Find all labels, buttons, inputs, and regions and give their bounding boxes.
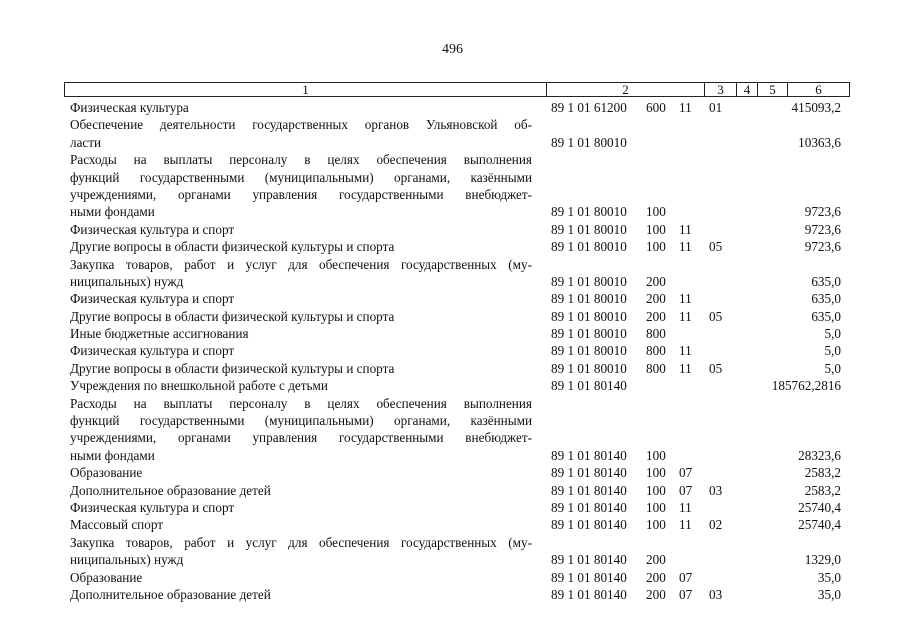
table-row bbox=[0, 308, 905, 325]
row-name bbox=[70, 151, 532, 221]
table-row bbox=[0, 534, 905, 569]
row-code: 89 1 01 80010 bbox=[551, 291, 627, 307]
row-expense-type: 100 bbox=[646, 499, 666, 515]
row-section: 11 bbox=[679, 239, 692, 255]
row-amount: 9723,6 bbox=[804, 204, 841, 220]
row-code: 89 1 01 80010 bbox=[551, 326, 627, 342]
row-section: 11 bbox=[679, 221, 692, 237]
table-row bbox=[0, 99, 905, 116]
row-name-line: ласти bbox=[70, 134, 102, 150]
table-row bbox=[0, 516, 905, 533]
header-col-5: 5 bbox=[757, 83, 787, 96]
table-row bbox=[0, 238, 905, 255]
row-amount: 1329,0 bbox=[804, 552, 841, 568]
row-name-line: Образование bbox=[70, 569, 143, 585]
row-code: 89 1 01 80140 bbox=[551, 517, 627, 533]
row-name bbox=[70, 395, 532, 465]
row-name-line: ниципальных) нужд bbox=[70, 273, 184, 289]
row-amount: 2583,2 bbox=[804, 465, 841, 481]
row-name-line: Физическая культура и спорт bbox=[70, 499, 235, 515]
row-name bbox=[70, 499, 532, 516]
row-section: 07 bbox=[679, 465, 693, 481]
row-amount: 5,0 bbox=[824, 326, 841, 342]
row-name bbox=[70, 221, 532, 238]
table-body bbox=[0, 99, 905, 603]
row-section: 07 bbox=[679, 482, 693, 498]
row-amount: 415093,2 bbox=[791, 99, 841, 115]
row-name bbox=[70, 325, 532, 342]
row-subsection: 05 bbox=[709, 360, 723, 376]
row-amount: 9723,6 bbox=[804, 221, 841, 237]
row-name-line: Массовый спорт bbox=[70, 517, 164, 533]
row-code: 89 1 01 80140 bbox=[551, 378, 627, 394]
row-section: 11 bbox=[679, 343, 692, 359]
row-name bbox=[70, 482, 532, 499]
row-amount: 5,0 bbox=[824, 360, 841, 376]
row-amount: 635,0 bbox=[811, 273, 841, 289]
row-section: 11 bbox=[679, 99, 692, 115]
row-code: 89 1 01 80140 bbox=[551, 569, 627, 585]
row-name bbox=[70, 516, 532, 533]
row-name-line: функций государственными (муниципальными) органами, казёнными bbox=[70, 413, 532, 429]
row-subsection: 02 bbox=[709, 517, 723, 533]
row-amount: 635,0 bbox=[811, 291, 841, 307]
row-name bbox=[70, 99, 532, 116]
row-name-line: функций государственными (муниципальными) органами, казёнными bbox=[70, 169, 532, 185]
row-name-line: Другие вопросы в области физической культуры и спорта bbox=[70, 239, 395, 255]
row-name-line: Другие вопросы в области физической культуры и спорта bbox=[70, 308, 395, 324]
row-section: 11 bbox=[679, 308, 692, 324]
row-code: 89 1 01 80010 bbox=[551, 134, 627, 150]
table-header bbox=[64, 82, 850, 97]
row-name-line: Обеспечение деятельности государственных органов Ульяновской об- bbox=[70, 117, 532, 133]
table-row bbox=[0, 221, 905, 238]
row-section: 07 bbox=[679, 569, 693, 585]
row-name-line: ными фондами bbox=[70, 447, 155, 463]
row-subsection: 05 bbox=[709, 239, 723, 255]
row-name-line: Иные бюджетные ассигнования bbox=[70, 326, 249, 342]
table-row bbox=[0, 116, 905, 151]
row-code: 89 1 01 80010 bbox=[551, 221, 627, 237]
row-amount: 9723,6 bbox=[804, 239, 841, 255]
row-code: 89 1 01 80010 bbox=[551, 360, 627, 376]
row-subsection: 03 bbox=[709, 586, 723, 602]
row-name bbox=[70, 586, 532, 603]
row-expense-type: 800 bbox=[646, 326, 666, 342]
row-code: 89 1 01 80140 bbox=[551, 586, 627, 602]
row-name-line: Закупка товаров, работ и услуг для обеспечения государственных (му- bbox=[70, 534, 532, 550]
row-code: 89 1 01 80010 bbox=[551, 239, 627, 255]
row-amount: 185762,2816 bbox=[771, 378, 841, 394]
row-expense-type: 100 bbox=[646, 517, 666, 533]
row-name-line: учреждениями, органами управления государственными внебюджет- bbox=[70, 186, 532, 202]
row-name bbox=[70, 360, 532, 377]
row-name bbox=[70, 534, 532, 569]
row-expense-type: 100 bbox=[646, 465, 666, 481]
table-row bbox=[0, 377, 905, 394]
row-expense-type: 800 bbox=[646, 360, 666, 376]
row-expense-type: 200 bbox=[646, 552, 666, 568]
row-name-line: ными фондами bbox=[70, 204, 155, 220]
row-amount: 10363,6 bbox=[798, 134, 841, 150]
row-expense-type: 200 bbox=[646, 273, 666, 289]
table-row bbox=[0, 151, 905, 221]
row-amount: 25740,4 bbox=[798, 517, 841, 533]
table-row bbox=[0, 342, 905, 359]
row-expense-type: 200 bbox=[646, 569, 666, 585]
row-name bbox=[70, 569, 532, 586]
row-name-line: Дополнительное образование детей bbox=[70, 482, 271, 498]
row-subsection: 01 bbox=[709, 99, 723, 115]
header-col-4: 4 bbox=[736, 83, 757, 96]
row-name-line: Другие вопросы в области физической культуры и спорта bbox=[70, 360, 395, 376]
row-amount: 35,0 bbox=[817, 569, 841, 585]
row-amount: 35,0 bbox=[817, 586, 841, 602]
row-code: 89 1 01 80010 bbox=[551, 343, 627, 359]
table-row bbox=[0, 569, 905, 586]
header-col-1: 1 bbox=[302, 82, 309, 97]
row-amount: 635,0 bbox=[811, 308, 841, 324]
row-expense-type: 200 bbox=[646, 586, 666, 602]
header-col-2: 2 bbox=[546, 83, 704, 96]
row-name-line: Образование bbox=[70, 465, 143, 481]
row-expense-type: 100 bbox=[646, 482, 666, 498]
row-section: 11 bbox=[679, 360, 692, 376]
table-row bbox=[0, 256, 905, 291]
table-row bbox=[0, 464, 905, 481]
row-name bbox=[70, 342, 532, 359]
row-name-line: Закупка товаров, работ и услуг для обеспечения государственных (му- bbox=[70, 256, 532, 272]
header-col-3: 3 bbox=[704, 83, 736, 96]
row-code: 89 1 01 80010 bbox=[551, 204, 627, 220]
row-expense-type: 200 bbox=[646, 291, 666, 307]
row-subsection: 05 bbox=[709, 308, 723, 324]
row-section: 11 bbox=[679, 517, 692, 533]
row-amount: 28323,6 bbox=[798, 447, 841, 463]
row-name-line: Физическая культура и спорт bbox=[70, 291, 235, 307]
row-name-line: Физическая культура и спорт bbox=[70, 221, 235, 237]
row-section: 11 bbox=[679, 291, 692, 307]
table-row bbox=[0, 482, 905, 499]
row-expense-type: 100 bbox=[646, 221, 666, 237]
table-row bbox=[0, 290, 905, 307]
row-expense-type: 100 bbox=[646, 447, 666, 463]
table-row bbox=[0, 499, 905, 516]
row-code: 89 1 01 80140 bbox=[551, 465, 627, 481]
row-code: 89 1 01 80140 bbox=[551, 482, 627, 498]
row-amount: 5,0 bbox=[824, 343, 841, 359]
row-name-line: Дополнительное образование детей bbox=[70, 586, 271, 602]
row-name-line: ниципальных) нужд bbox=[70, 552, 184, 568]
table-row bbox=[0, 360, 905, 377]
table-row bbox=[0, 586, 905, 603]
row-code: 89 1 01 80010 bbox=[551, 308, 627, 324]
row-code: 89 1 01 80010 bbox=[551, 273, 627, 289]
row-name bbox=[70, 464, 532, 481]
row-code: 89 1 01 80140 bbox=[551, 447, 627, 463]
row-expense-type: 800 bbox=[646, 343, 666, 359]
row-code: 89 1 01 80140 bbox=[551, 499, 627, 515]
row-name bbox=[70, 377, 532, 394]
row-name bbox=[70, 256, 532, 291]
row-name bbox=[70, 308, 532, 325]
row-name-line: Расходы на выплаты персоналу в целях обеспечения выполнения bbox=[70, 152, 532, 168]
row-expense-type: 600 bbox=[646, 99, 666, 115]
row-expense-type: 100 bbox=[646, 204, 666, 220]
row-amount: 25740,4 bbox=[798, 499, 841, 515]
row-name-line: Учреждения по внешкольной работе с детьми bbox=[70, 378, 328, 394]
row-name bbox=[70, 290, 532, 307]
row-amount: 2583,2 bbox=[804, 482, 841, 498]
row-expense-type: 200 bbox=[646, 308, 666, 324]
row-name bbox=[70, 116, 532, 151]
header-col-6: 6 bbox=[787, 83, 849, 96]
row-section: 11 bbox=[679, 499, 692, 515]
table-row bbox=[0, 325, 905, 342]
row-name bbox=[70, 238, 532, 255]
row-expense-type: 100 bbox=[646, 239, 666, 255]
row-code: 89 1 01 80140 bbox=[551, 552, 627, 568]
row-name-line: учреждениями, органами управления государственными внебюджет- bbox=[70, 430, 532, 446]
table-row bbox=[0, 395, 905, 465]
page-number: 496 bbox=[442, 42, 463, 57]
row-code: 89 1 01 61200 bbox=[551, 99, 627, 115]
row-section: 07 bbox=[679, 586, 693, 602]
row-name-line: Расходы на выплаты персоналу в целях обеспечения выполнения bbox=[70, 395, 532, 411]
row-name-line: Физическая культура и спорт bbox=[70, 343, 235, 359]
row-subsection: 03 bbox=[709, 482, 723, 498]
row-name-line: Физическая культура bbox=[70, 100, 189, 115]
